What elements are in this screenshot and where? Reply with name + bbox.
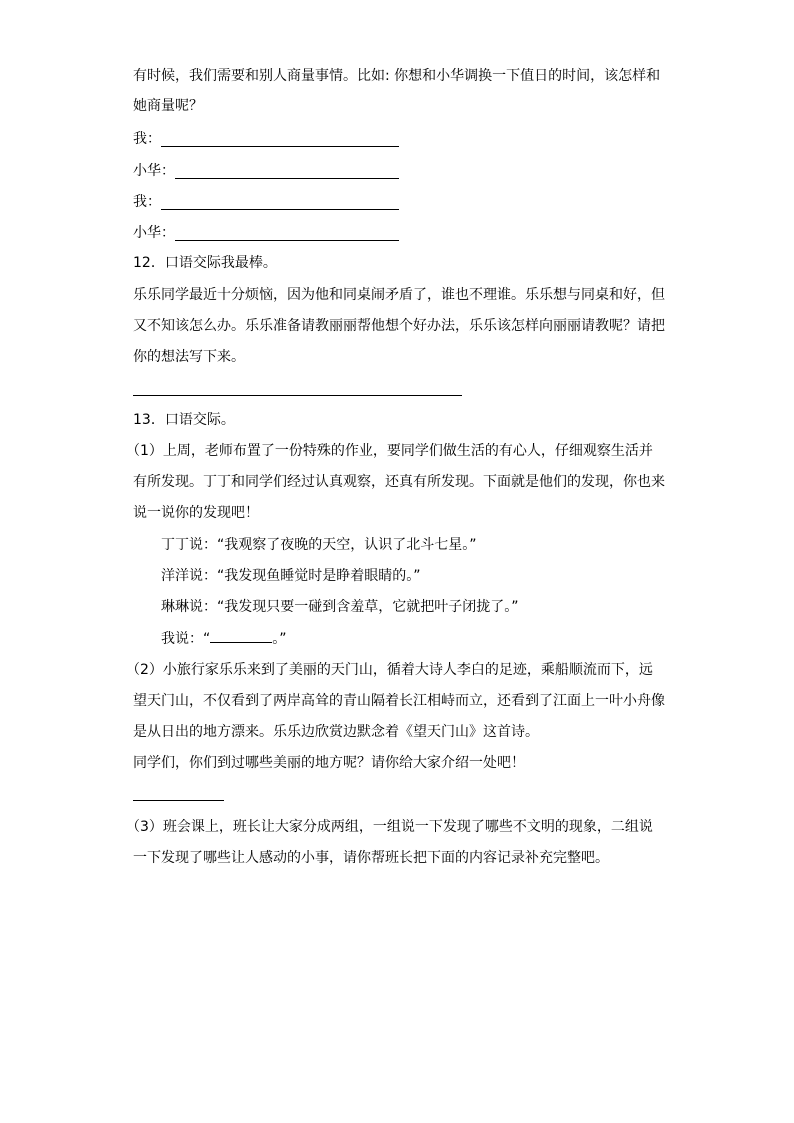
- q12-body-line-1: 乐乐同学最近十分烦恼，因为他和同桌闹矛盾了，谁也不理谁。乐乐想与同桌和好，但: [133, 287, 665, 303]
- q13-part3-line-1: （3）班会课上，班长让大家分成两组，一组说一下发现了哪些不文明的现象，二组说: [126, 819, 653, 835]
- q13-quote-dingding: 丁丁说：“我观察了夜晚的天空，认识了北斗七星。”: [161, 537, 477, 553]
- q13-part1-line-3: 说一说你的发现吧！: [133, 505, 259, 521]
- q13-part1-line-1: （1）上周，老师布置了一份特殊的作业，要同学们做生活的有心人，仔细观察生活并: [126, 443, 653, 459]
- dialogue-speaker-xiaohua-2: 小华：: [133, 225, 175, 241]
- q13-part2-line-3: 是从日出的地方漂来。乐乐边欣赏边默念着《望天门山》这首诗。: [133, 724, 539, 740]
- q12-body-line-2: 又不知该怎么办。乐乐准备请教丽丽帮他想个好办法，乐乐该怎样向丽丽请教呢？请把: [133, 318, 665, 334]
- dialogue-speaker-me-1: 我：: [133, 131, 161, 147]
- q12-body-line-3: 你的想法写下来。: [133, 349, 245, 365]
- dialogue-answer-line-2[interactable]: [175, 178, 399, 179]
- q13-quote-linlin: 琳琳说：“我发现只要一碰到含羞草，它就把叶子闭拢了。”: [161, 599, 519, 615]
- q13-mine-answer-blank[interactable]: [210, 628, 272, 643]
- q13-part2-line-4: 同学们，你们到过哪些美丽的地方呢？请你给大家介绍一处吧！: [133, 755, 525, 771]
- dialogue-answer-line-3[interactable]: [161, 209, 399, 210]
- q13-quote-yangyang: 洋洋说：“我发现鱼睡觉时是睁着眼睛的。”: [161, 568, 421, 584]
- q13-part2-line-1: （2）小旅行家乐乐来到了美丽的天门山，循着大诗人李白的足迹，乘船顺流而下，远: [126, 662, 653, 678]
- intro-line-1: 有时候，我们需要和别人商量事情。比如: 你想和小华调换一下值日的时间，该怎样和: [133, 68, 661, 84]
- q13-part3-line-2: 一下发现了哪些让人感动的小事，请你帮班长把下面的内容记录补充完整吧。: [133, 850, 609, 866]
- q13-part1-line-2: 有所发现。丁丁和同学们经过认真观察，还真有所发现。下面就是他们的发现，你也来: [133, 474, 665, 490]
- q13-part2-line-2: 望天门山，不仅看到了两岸高耸的青山隔着长江相峙而立，还看到了江面上一叶小舟像: [133, 693, 665, 709]
- q13-part2-answer-line[interactable]: [133, 800, 224, 801]
- q12-answer-line[interactable]: [133, 395, 462, 396]
- dialogue-answer-line-4[interactable]: [175, 240, 399, 241]
- q12-title: 12．口语交际我最棒。: [133, 255, 277, 271]
- dialogue-speaker-me-2: 我：: [133, 194, 161, 210]
- q13-title: 13．口语交际。: [133, 412, 235, 428]
- q13-quote-mine: [161, 628, 287, 649]
- q13-mine-prefix: 我说：“: [161, 631, 211, 647]
- dialogue-speaker-xiaohua-1: 小华：: [133, 163, 175, 179]
- q13-mine-suffix: 。”: [272, 631, 287, 647]
- dialogue-answer-line-1[interactable]: [161, 146, 399, 147]
- intro-line-2: 她商量呢？: [133, 98, 203, 114]
